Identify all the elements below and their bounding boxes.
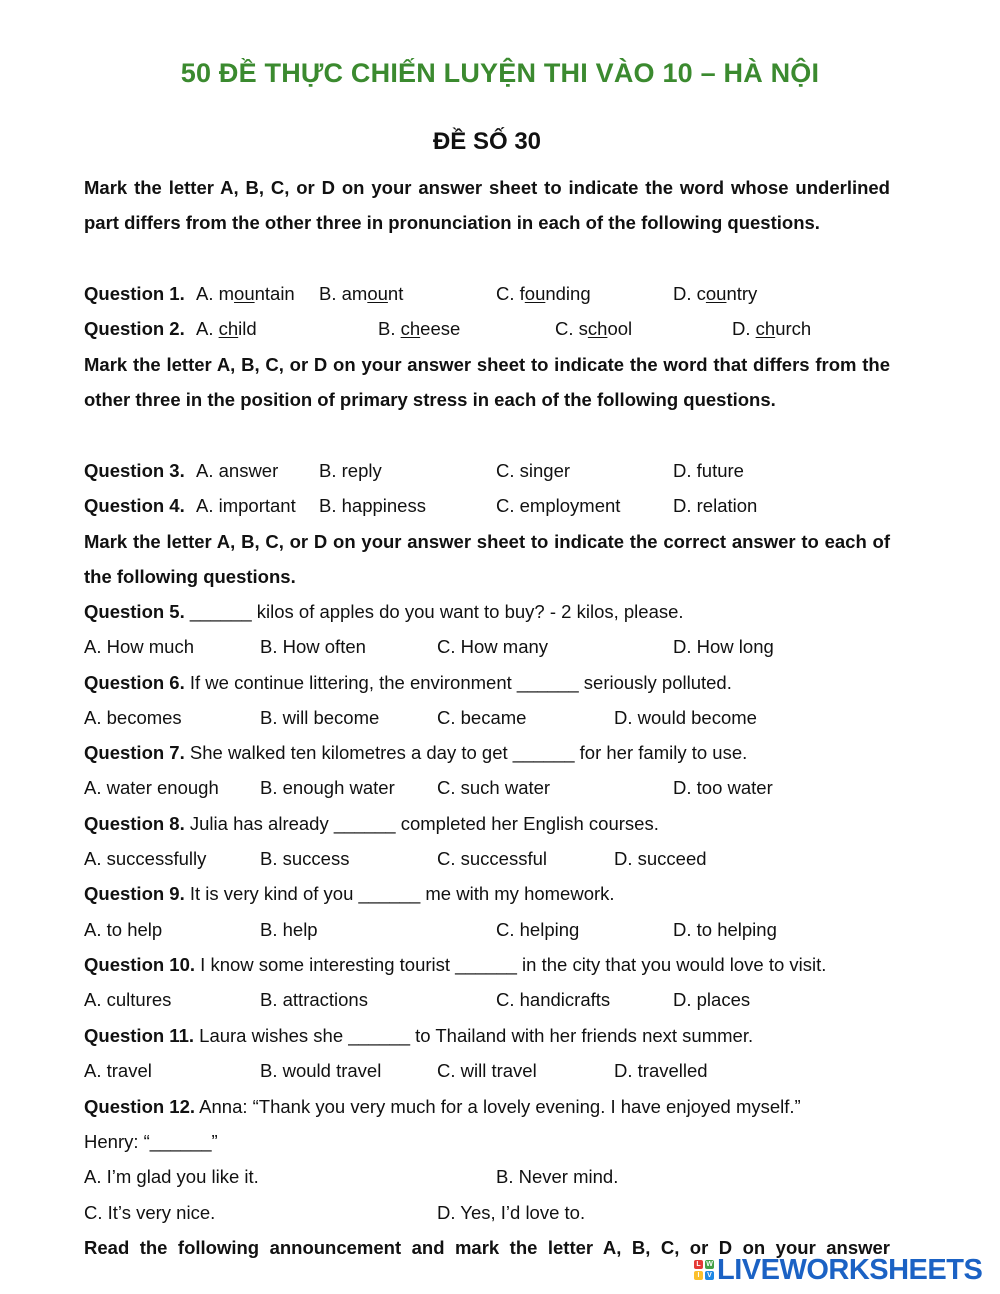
question-label: Question 5. bbox=[84, 601, 185, 622]
question-stem: Laura wishes she ______ to Thailand with her friends next summer. bbox=[199, 1025, 754, 1046]
option-a[interactable]: A. water enough bbox=[84, 777, 219, 798]
option-c[interactable]: C. helping bbox=[496, 919, 580, 940]
question-7-options bbox=[84, 773, 984, 803]
option-c[interactable]: C. school bbox=[555, 318, 633, 339]
option-b[interactable]: B. Never mind. bbox=[496, 1166, 619, 1187]
option-d[interactable]: D. places bbox=[673, 989, 751, 1010]
question-1 bbox=[84, 279, 984, 309]
question-8-options bbox=[84, 844, 984, 874]
question-stem: She walked ten kilometres a day to get ______ for her family to use. bbox=[189, 742, 748, 763]
option-d[interactable]: D. Yes, I’d love to. bbox=[437, 1202, 586, 1223]
question-7 bbox=[84, 738, 984, 768]
liveworksheets-logo bbox=[694, 1253, 982, 1287]
question-12-options-row2 bbox=[84, 1198, 984, 1228]
option-d[interactable]: D. succeed bbox=[614, 848, 707, 869]
question-5-options bbox=[84, 632, 984, 662]
option-d[interactable]: D. church bbox=[732, 318, 812, 339]
option-d[interactable]: D. to helping bbox=[673, 919, 777, 940]
option-b[interactable]: B. amount bbox=[319, 283, 404, 304]
page-title: 50 ĐỀ THỰC CHIẾN LUYỆN THI VÀO 10 – HÀ NỘI bbox=[180, 58, 820, 88]
option-c[interactable]: C. successful bbox=[437, 848, 548, 869]
question-stem: Anna: “Thank you very much for a lovely evening. I have enjoyed myself.” bbox=[199, 1096, 801, 1117]
question-stem: I know some interesting tourist ______ in the city that you would love to visit. bbox=[200, 954, 827, 975]
option-a[interactable]: A. cultures bbox=[84, 989, 172, 1010]
question-10 bbox=[84, 950, 984, 980]
question-label: Question 3. bbox=[84, 460, 185, 481]
option-b[interactable]: B. success bbox=[260, 848, 350, 869]
instruction-announcement: Read the following announcement and mark the letter A, B, C, or D on your answer bbox=[84, 1237, 890, 1258]
option-c[interactable]: C. will travel bbox=[437, 1060, 537, 1081]
option-b[interactable]: B. How often bbox=[260, 636, 366, 657]
question-12 bbox=[84, 1092, 984, 1122]
question-9 bbox=[84, 879, 984, 909]
option-c[interactable]: C. handicrafts bbox=[496, 989, 611, 1010]
option-d[interactable]: D. travelled bbox=[614, 1060, 708, 1081]
question-label: Question 7. bbox=[84, 742, 185, 763]
option-a[interactable]: A. answer bbox=[196, 460, 279, 481]
option-d[interactable]: D. future bbox=[673, 460, 744, 481]
question-stem: ______ kilos of apples do you want to buy? - 2 kilos, please. bbox=[189, 601, 684, 622]
option-b[interactable]: B. happiness bbox=[319, 495, 426, 516]
option-d[interactable]: D. How long bbox=[673, 636, 774, 657]
option-a[interactable]: A. How much bbox=[84, 636, 195, 657]
option-c[interactable]: C. It’s very nice. bbox=[84, 1202, 216, 1223]
option-d[interactable]: D. country bbox=[673, 283, 758, 304]
question-stem: Julia has already ______ completed her English courses. bbox=[189, 813, 659, 834]
option-b[interactable]: B. attractions bbox=[260, 989, 368, 1010]
question-4 bbox=[84, 491, 984, 521]
option-a[interactable]: A. important bbox=[196, 495, 296, 516]
option-b[interactable]: B. cheese bbox=[378, 318, 461, 339]
question-label: Question 8. bbox=[84, 813, 185, 834]
question-stem: If we continue littering, the environment ______ seriously polluted. bbox=[189, 672, 732, 693]
logo-squares-icon: L W I V bbox=[694, 1260, 714, 1280]
question-6 bbox=[84, 668, 984, 698]
option-a[interactable]: A. successfully bbox=[84, 848, 207, 869]
option-a[interactable]: A. mountain bbox=[196, 283, 295, 304]
option-c[interactable]: C. How many bbox=[437, 636, 549, 657]
question-label: Question 4. bbox=[84, 495, 185, 516]
option-b[interactable]: B. enough water bbox=[260, 777, 395, 798]
question-12-reply bbox=[84, 1127, 984, 1157]
question-label: Question 1. bbox=[84, 283, 185, 304]
question-label: Question 6. bbox=[84, 672, 185, 693]
question-label: Question 10. bbox=[84, 954, 196, 975]
option-d[interactable]: D. relation bbox=[673, 495, 758, 516]
question-10-options bbox=[84, 985, 984, 1015]
question-8 bbox=[84, 809, 984, 839]
option-c[interactable]: C. such water bbox=[437, 777, 551, 798]
instruction-stress: Mark the letter A, B, C, or D on your answer sheet to indicate the word that differs from the other three in the position of primary stress in each of the following questions. bbox=[84, 354, 890, 411]
question-6-options bbox=[84, 703, 984, 733]
question-11-options bbox=[84, 1056, 984, 1086]
option-d[interactable]: D. would become bbox=[614, 707, 757, 728]
option-a[interactable]: A. becomes bbox=[84, 707, 182, 728]
question-5 bbox=[84, 597, 984, 627]
question-label: Question 9. bbox=[84, 883, 185, 904]
option-b[interactable]: B. would travel bbox=[260, 1060, 382, 1081]
option-a[interactable]: A. travel bbox=[84, 1060, 152, 1081]
option-b[interactable]: B. help bbox=[260, 919, 318, 940]
option-a[interactable]: A. child bbox=[196, 318, 257, 339]
option-a[interactable]: A. I’m glad you like it. bbox=[84, 1166, 259, 1187]
question-label: Question 11. bbox=[84, 1025, 195, 1046]
option-d[interactable]: D. too water bbox=[673, 777, 773, 798]
question-label: Question 12. bbox=[84, 1096, 196, 1117]
option-c[interactable]: C. became bbox=[437, 707, 527, 728]
option-a[interactable]: A. to help bbox=[84, 919, 163, 940]
option-b[interactable]: B. reply bbox=[319, 460, 382, 481]
question-label: Question 2. bbox=[84, 318, 185, 339]
question-2 bbox=[84, 314, 984, 344]
option-c[interactable]: C. founding bbox=[496, 283, 591, 304]
question-3 bbox=[84, 456, 984, 486]
logo-text: LIVEWORKSHEETS bbox=[717, 1253, 983, 1286]
instruction-pronunciation: Mark the letter A, B, C, or D on your answer sheet to indicate the word whose underlined part differs from the other three in pronunciation in each of the following questions. bbox=[84, 177, 890, 234]
question-12-options-row1 bbox=[84, 1162, 984, 1192]
question-stem-reply: Henry: “______” bbox=[84, 1131, 218, 1152]
question-stem: It is very kind of you ______ me with my homework. bbox=[189, 883, 615, 904]
instruction-correct-answer: Mark the letter A, B, C, or D on your answer sheet to indicate the correct answer to each of the following questions. bbox=[84, 531, 890, 588]
option-c[interactable]: C. singer bbox=[496, 460, 571, 481]
question-9-options bbox=[84, 915, 984, 945]
question-11 bbox=[84, 1021, 984, 1051]
exam-number: ĐỀ SỐ 30 bbox=[432, 128, 542, 155]
option-c[interactable]: C. employment bbox=[496, 495, 621, 516]
option-b[interactable]: B. will become bbox=[260, 707, 380, 728]
